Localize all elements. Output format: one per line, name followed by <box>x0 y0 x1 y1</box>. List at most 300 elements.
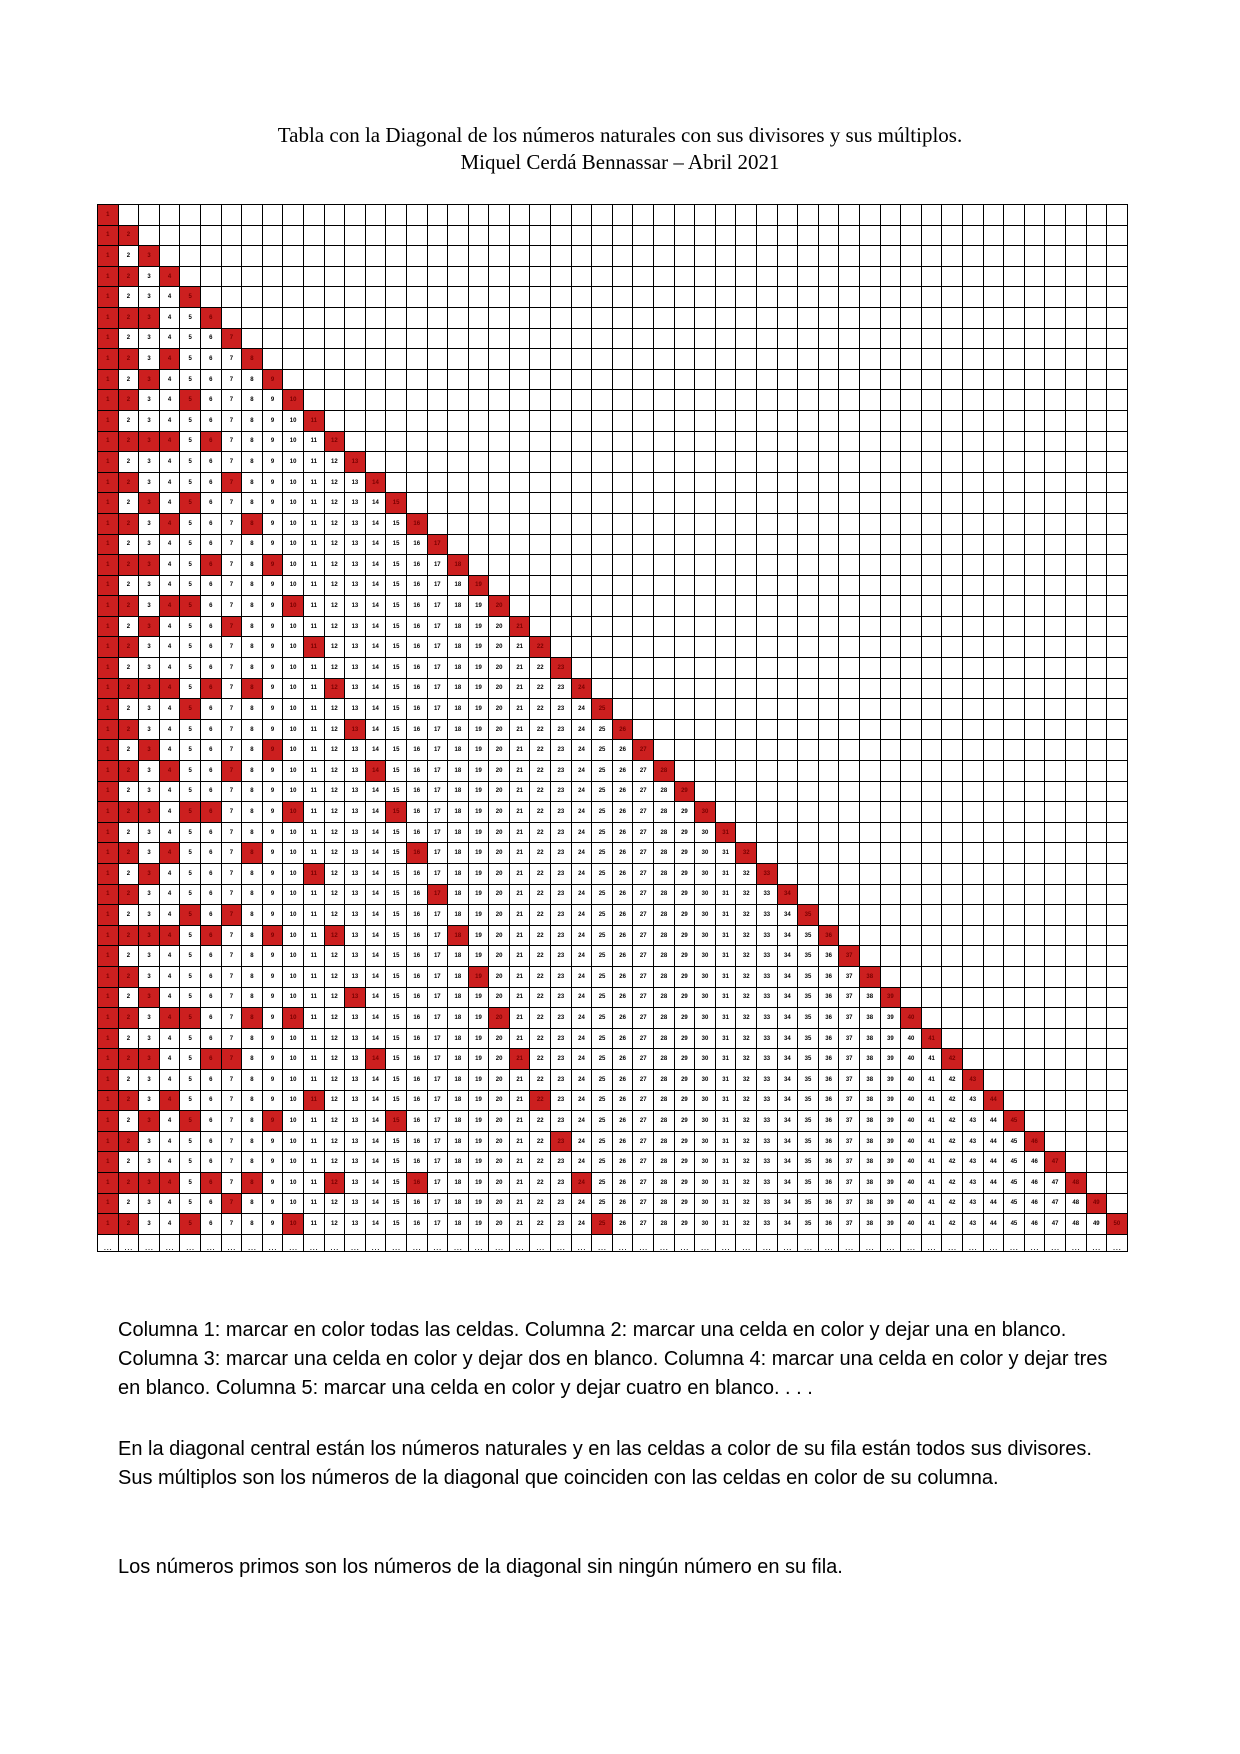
empty-cell <box>901 246 922 267</box>
number-cell: 23 <box>551 1152 572 1173</box>
number-cell: 28 <box>654 802 675 823</box>
divisor-cell: 5 <box>180 493 201 514</box>
divisor-cell: 2 <box>118 1172 139 1193</box>
empty-cell <box>983 349 1004 370</box>
empty-cell <box>1107 349 1128 370</box>
number-cell: 11 <box>303 1172 324 1193</box>
divisor-cell: 1 <box>98 822 119 843</box>
number-cell: 7 <box>221 596 242 617</box>
empty-cell <box>1107 1152 1128 1173</box>
empty-cell <box>530 452 551 473</box>
number-cell: 34 <box>777 925 798 946</box>
empty-cell <box>695 225 716 246</box>
empty-cell <box>715 266 736 287</box>
empty-cell <box>303 328 324 349</box>
divisor-cell: 1 <box>98 1090 119 1111</box>
empty-cell <box>1107 884 1128 905</box>
number-cell: 21 <box>509 946 530 967</box>
number-cell: 38 <box>859 987 880 1008</box>
continuation-cell: … <box>633 1234 654 1251</box>
number-cell: 8 <box>242 946 263 967</box>
number-cell: 14 <box>365 658 386 679</box>
empty-cell <box>1024 658 1045 679</box>
empty-cell <box>1004 678 1025 699</box>
number-cell: 39 <box>880 1152 901 1173</box>
number-cell: 44 <box>983 1172 1004 1193</box>
empty-cell <box>715 699 736 720</box>
number-cell: 7 <box>221 575 242 596</box>
empty-cell <box>571 410 592 431</box>
empty-cell <box>406 472 427 493</box>
empty-cell <box>901 822 922 843</box>
number-cell: 46 <box>1024 1172 1045 1193</box>
continuation-cell: … <box>983 1234 1004 1251</box>
empty-cell <box>468 452 489 473</box>
number-cell: 10 <box>283 761 304 782</box>
empty-cell <box>859 925 880 946</box>
empty-cell <box>1086 925 1107 946</box>
empty-cell <box>921 678 942 699</box>
empty-cell <box>674 596 695 617</box>
empty-cell <box>859 761 880 782</box>
divisor-cell: 3 <box>139 555 160 576</box>
number-cell: 14 <box>365 1090 386 1111</box>
empty-cell <box>242 328 263 349</box>
number-cell: 4 <box>159 781 180 802</box>
empty-cell <box>592 575 613 596</box>
empty-cell <box>921 534 942 555</box>
empty-cell <box>489 513 510 534</box>
number-cell: 24 <box>571 1214 592 1235</box>
number-cell: 34 <box>777 1193 798 1214</box>
empty-cell <box>592 225 613 246</box>
number-cell: 12 <box>324 843 345 864</box>
empty-cell <box>1107 246 1128 267</box>
number-cell: 37 <box>839 1090 860 1111</box>
number-cell: 5 <box>180 884 201 905</box>
number-cell: 43 <box>962 1193 983 1214</box>
empty-cell <box>303 266 324 287</box>
empty-cell <box>633 658 654 679</box>
diagonal-cell: 5 <box>180 287 201 308</box>
empty-cell <box>1004 761 1025 782</box>
number-cell: 29 <box>674 822 695 843</box>
number-cell: 32 <box>736 925 757 946</box>
empty-cell <box>345 307 366 328</box>
empty-cell <box>1086 246 1107 267</box>
number-cell: 22 <box>530 781 551 802</box>
empty-cell <box>983 905 1004 926</box>
diagonal-cell: 27 <box>633 740 654 761</box>
number-cell: 22 <box>530 1028 551 1049</box>
empty-cell <box>571 452 592 473</box>
empty-cell <box>1086 431 1107 452</box>
number-cell: 23 <box>551 822 572 843</box>
number-cell: 22 <box>530 822 551 843</box>
divisor-cell: 2 <box>118 390 139 411</box>
number-cell: 15 <box>386 1069 407 1090</box>
number-cell: 5 <box>180 1090 201 1111</box>
empty-cell <box>983 1069 1004 1090</box>
empty-cell <box>798 884 819 905</box>
number-cell: 12 <box>324 761 345 782</box>
empty-cell <box>798 781 819 802</box>
empty-cell <box>880 740 901 761</box>
number-cell: 12 <box>324 637 345 658</box>
empty-cell <box>757 781 778 802</box>
number-cell: 8 <box>242 658 263 679</box>
number-cell: 22 <box>530 1069 551 1090</box>
number-cell: 32 <box>736 1090 757 1111</box>
empty-cell <box>427 513 448 534</box>
number-cell: 10 <box>283 410 304 431</box>
number-cell: 24 <box>571 987 592 1008</box>
number-cell: 18 <box>448 637 469 658</box>
empty-cell <box>674 637 695 658</box>
number-cell: 6 <box>200 987 221 1008</box>
empty-cell <box>221 246 242 267</box>
divisor-cell: 1 <box>98 884 119 905</box>
number-cell: 38 <box>859 1069 880 1090</box>
empty-cell <box>633 493 654 514</box>
empty-cell <box>757 699 778 720</box>
number-cell: 4 <box>159 1111 180 1132</box>
divisor-cell: 1 <box>98 534 119 555</box>
number-cell: 40 <box>901 1193 922 1214</box>
empty-cell <box>1086 555 1107 576</box>
empty-cell <box>365 246 386 267</box>
number-cell: 16 <box>406 616 427 637</box>
empty-cell <box>880 802 901 823</box>
number-cell: 8 <box>242 390 263 411</box>
number-cell: 23 <box>551 1028 572 1049</box>
number-cell: 7 <box>221 452 242 473</box>
number-cell: 8 <box>242 802 263 823</box>
number-cell: 27 <box>633 966 654 987</box>
empty-cell <box>427 307 448 328</box>
number-cell: 23 <box>551 987 572 1008</box>
number-cell: 15 <box>386 637 407 658</box>
empty-cell <box>859 905 880 926</box>
empty-cell <box>962 493 983 514</box>
number-cell: 12 <box>324 534 345 555</box>
empty-cell <box>468 493 489 514</box>
empty-cell <box>983 699 1004 720</box>
number-cell: 48 <box>1065 1193 1086 1214</box>
number-cell: 5 <box>180 1131 201 1152</box>
empty-cell <box>1024 966 1045 987</box>
number-cell: 41 <box>921 1172 942 1193</box>
empty-cell <box>612 637 633 658</box>
table-row <box>98 946 1128 967</box>
table-row <box>98 513 1128 534</box>
empty-cell <box>798 678 819 699</box>
empty-cell <box>345 266 366 287</box>
number-cell: 4 <box>159 369 180 390</box>
empty-cell <box>118 205 139 226</box>
continuation-cell: … <box>612 1234 633 1251</box>
empty-cell <box>715 596 736 617</box>
empty-cell <box>1045 637 1066 658</box>
number-cell: 14 <box>365 781 386 802</box>
empty-cell <box>1107 534 1128 555</box>
number-cell: 4 <box>159 822 180 843</box>
number-cell: 10 <box>283 1193 304 1214</box>
empty-cell <box>386 410 407 431</box>
empty-cell <box>633 678 654 699</box>
number-cell: 43 <box>962 1152 983 1173</box>
empty-cell <box>880 925 901 946</box>
divisor-cell: 1 <box>98 246 119 267</box>
empty-cell <box>798 287 819 308</box>
number-cell: 30 <box>695 987 716 1008</box>
empty-cell <box>1086 410 1107 431</box>
empty-cell <box>942 349 963 370</box>
number-cell: 20 <box>489 658 510 679</box>
empty-cell <box>818 802 839 823</box>
number-cell: 31 <box>715 987 736 1008</box>
empty-cell <box>983 205 1004 226</box>
number-cell: 29 <box>674 1131 695 1152</box>
empty-cell <box>1045 761 1066 782</box>
number-cell: 38 <box>859 1049 880 1070</box>
number-cell: 15 <box>386 555 407 576</box>
empty-cell <box>612 431 633 452</box>
number-cell: 30 <box>695 1214 716 1235</box>
empty-cell <box>798 410 819 431</box>
number-cell: 6 <box>200 1090 221 1111</box>
number-cell: 12 <box>324 1131 345 1152</box>
number-cell: 28 <box>654 1111 675 1132</box>
empty-cell <box>942 658 963 679</box>
number-cell: 28 <box>654 1069 675 1090</box>
empty-cell <box>880 328 901 349</box>
empty-cell <box>1086 761 1107 782</box>
empty-cell <box>242 246 263 267</box>
explanation-paragraph <box>118 1435 1128 1493</box>
empty-cell <box>1086 616 1107 637</box>
empty-cell <box>1004 843 1025 864</box>
empty-cell <box>448 493 469 514</box>
empty-cell <box>777 328 798 349</box>
number-cell: 13 <box>345 802 366 823</box>
number-cell: 8 <box>242 575 263 596</box>
empty-cell <box>921 637 942 658</box>
empty-cell <box>365 410 386 431</box>
number-cell: 49 <box>1086 1214 1107 1235</box>
divisor-cell: 4 <box>159 761 180 782</box>
empty-cell <box>962 328 983 349</box>
empty-cell <box>1065 864 1086 885</box>
empty-cell <box>901 493 922 514</box>
empty-cell <box>901 534 922 555</box>
empty-cell <box>695 287 716 308</box>
empty-cell <box>1045 390 1066 411</box>
number-cell: 27 <box>633 1193 654 1214</box>
empty-cell <box>1107 555 1128 576</box>
empty-cell <box>942 987 963 1008</box>
number-cell: 2 <box>118 1111 139 1132</box>
number-cell: 36 <box>818 1069 839 1090</box>
divisor-cell: 4 <box>159 349 180 370</box>
empty-cell <box>633 410 654 431</box>
empty-cell <box>1065 616 1086 637</box>
number-cell: 16 <box>406 719 427 740</box>
continuation-cell: … <box>757 1234 778 1251</box>
empty-cell <box>365 307 386 328</box>
empty-cell <box>962 658 983 679</box>
divisor-cell: 2 <box>118 678 139 699</box>
number-cell: 19 <box>468 822 489 843</box>
empty-cell <box>901 781 922 802</box>
empty-cell <box>777 699 798 720</box>
number-cell: 47 <box>1045 1172 1066 1193</box>
empty-cell <box>427 225 448 246</box>
number-cell: 29 <box>674 1008 695 1029</box>
empty-cell <box>530 410 551 431</box>
empty-cell <box>571 534 592 555</box>
empty-cell <box>612 349 633 370</box>
table-row <box>98 1172 1128 1193</box>
number-cell: 13 <box>345 513 366 534</box>
number-cell: 31 <box>715 1131 736 1152</box>
number-cell: 10 <box>283 472 304 493</box>
number-cell: 7 <box>221 431 242 452</box>
number-cell: 36 <box>818 1008 839 1029</box>
number-cell: 30 <box>695 966 716 987</box>
empty-cell <box>695 452 716 473</box>
empty-cell <box>365 431 386 452</box>
divisor-cell: 1 <box>98 452 119 473</box>
empty-cell <box>1107 410 1128 431</box>
number-cell: 33 <box>757 1214 778 1235</box>
number-cell: 6 <box>200 966 221 987</box>
number-cell: 5 <box>180 719 201 740</box>
empty-cell <box>880 761 901 782</box>
empty-cell <box>818 493 839 514</box>
empty-cell <box>1065 493 1086 514</box>
empty-cell <box>1004 987 1025 1008</box>
number-cell: 21 <box>509 822 530 843</box>
number-cell: 15 <box>386 987 407 1008</box>
empty-cell <box>386 472 407 493</box>
number-cell: 47 <box>1045 1193 1066 1214</box>
number-cell: 20 <box>489 740 510 761</box>
number-cell: 20 <box>489 966 510 987</box>
empty-cell <box>674 616 695 637</box>
empty-cell <box>1107 205 1128 226</box>
empty-cell <box>942 452 963 473</box>
empty-cell <box>962 678 983 699</box>
number-cell: 3 <box>139 658 160 679</box>
empty-cell <box>468 555 489 576</box>
number-cell: 5 <box>180 410 201 431</box>
number-cell: 39 <box>880 1069 901 1090</box>
number-cell: 2 <box>118 946 139 967</box>
number-cell: 15 <box>386 658 407 679</box>
empty-cell <box>654 287 675 308</box>
number-cell: 36 <box>818 1131 839 1152</box>
divisor-cell: 7 <box>221 1193 242 1214</box>
empty-cell <box>983 513 1004 534</box>
empty-cell <box>736 287 757 308</box>
empty-cell <box>798 225 819 246</box>
empty-cell <box>509 452 530 473</box>
empty-cell <box>1004 493 1025 514</box>
empty-cell <box>612 534 633 555</box>
number-cell: 12 <box>324 1008 345 1029</box>
table-row <box>98 740 1128 761</box>
number-cell: 37 <box>839 1111 860 1132</box>
table-row <box>98 287 1128 308</box>
empty-cell <box>1024 472 1045 493</box>
number-cell: 24 <box>571 781 592 802</box>
empty-cell <box>921 410 942 431</box>
empty-cell <box>592 410 613 431</box>
empty-cell <box>736 410 757 431</box>
number-cell: 14 <box>365 987 386 1008</box>
empty-cell <box>262 287 283 308</box>
number-cell: 6 <box>200 864 221 885</box>
number-cell: 22 <box>530 761 551 782</box>
number-cell: 14 <box>365 905 386 926</box>
empty-cell <box>1024 390 1045 411</box>
number-cell: 9 <box>262 946 283 967</box>
empty-cell <box>1107 987 1128 1008</box>
empty-cell <box>757 410 778 431</box>
empty-cell <box>921 390 942 411</box>
empty-cell <box>715 575 736 596</box>
empty-cell <box>1045 266 1066 287</box>
empty-cell <box>859 472 880 493</box>
empty-cell <box>859 822 880 843</box>
number-cell: 31 <box>715 1172 736 1193</box>
number-cell: 37 <box>839 1049 860 1070</box>
number-cell: 11 <box>303 575 324 596</box>
diagonal-cell: 35 <box>798 905 819 926</box>
empty-cell <box>448 410 469 431</box>
empty-cell <box>1107 658 1128 679</box>
empty-cell <box>715 410 736 431</box>
empty-cell <box>777 513 798 534</box>
empty-cell <box>654 596 675 617</box>
number-cell: 37 <box>839 1028 860 1049</box>
number-cell: 21 <box>509 987 530 1008</box>
number-cell: 14 <box>365 1131 386 1152</box>
empty-cell <box>962 390 983 411</box>
number-cell: 18 <box>448 761 469 782</box>
empty-cell <box>983 596 1004 617</box>
number-cell: 14 <box>365 616 386 637</box>
empty-cell <box>901 307 922 328</box>
empty-cell <box>139 205 160 226</box>
diagonal-cell: 46 <box>1024 1131 1045 1152</box>
empty-cell <box>715 781 736 802</box>
number-cell: 33 <box>757 925 778 946</box>
number-cell: 17 <box>427 596 448 617</box>
empty-cell <box>674 431 695 452</box>
empty-cell <box>242 266 263 287</box>
divisor-cell: 7 <box>221 472 242 493</box>
number-cell: 19 <box>468 843 489 864</box>
number-cell: 31 <box>715 1152 736 1173</box>
number-cell: 34 <box>777 1172 798 1193</box>
empty-cell <box>1004 658 1025 679</box>
number-cell: 7 <box>221 390 242 411</box>
divisor-cell: 1 <box>98 1193 119 1214</box>
empty-cell <box>1045 658 1066 679</box>
number-cell: 10 <box>283 699 304 720</box>
